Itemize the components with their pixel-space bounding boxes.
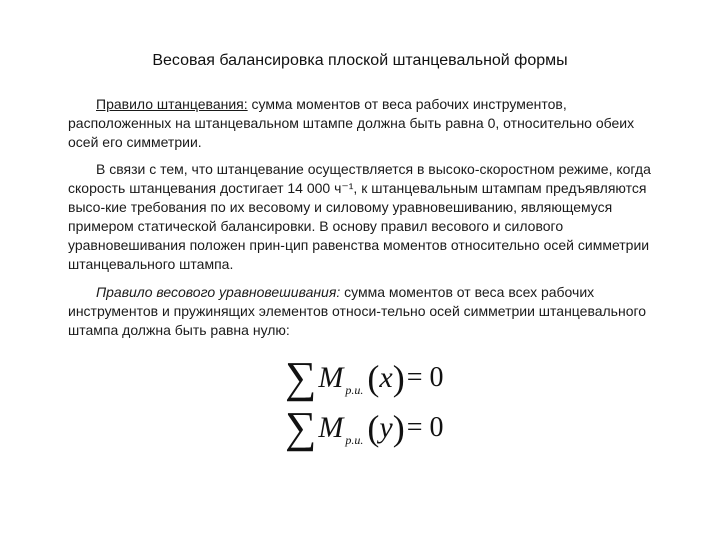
stamping-rule-label: Правило штанцевания: xyxy=(96,96,248,112)
paragraph-weight-balance-rule xyxy=(68,283,668,340)
weight-balance-rule-text: сумма моментов от веса всех рабочих инструментов и пружинящих элементов относи-тельно осей симметрии штанцевального штампа должна быть равна нулю: xyxy=(68,284,647,338)
paragraph-high-speed xyxy=(68,160,668,274)
close-paren: ) xyxy=(392,408,405,448)
sum-symbol: ∑ xyxy=(285,353,317,402)
moment-subscript: р.и. xyxy=(345,432,364,447)
high-speed-text: В связи с тем, что штанцевание осуществляется в высоко-скоростном режиме, когда скорость штанцевания достигает 14 000 ч⁻¹, к штанцевальным штампам предъявляются высо-кие требования по их весовому и силовому уравновешиванию, являющемуся примером статической балансировки. В основу правил весового и силового уравновешивания положен прин-цип равенства моментов относительно осей симметрии штанцевального штампа. xyxy=(68,161,651,272)
moment-symbol: M xyxy=(318,361,344,394)
moment-symbol: M xyxy=(318,411,344,444)
open-paren: ( xyxy=(367,358,380,398)
axis-variable: y xyxy=(379,411,393,444)
paragraph-stamping-rule xyxy=(68,95,668,152)
sum-symbol: ∑ xyxy=(285,403,317,452)
moment-subscript: р.и. xyxy=(345,382,364,397)
weight-balance-rule-label: Правило весового уравновешивания: xyxy=(96,284,341,300)
formula-moment-y xyxy=(285,403,444,452)
formula-moment-x xyxy=(285,353,444,402)
equals-zero: = 0 xyxy=(406,412,444,443)
stamping-rule-text: сумма моментов от веса рабочих инструментов, расположенных на штанцевальном штампе должна быть равна 0, относительно обеих осей его симметрии. xyxy=(68,96,635,150)
equals-zero: = 0 xyxy=(406,362,444,393)
axis-variable: x xyxy=(379,361,393,394)
open-paren: ( xyxy=(367,408,380,448)
slide-title: Весовая балансировка плоской штанцевальной формы xyxy=(152,52,568,69)
close-paren: ) xyxy=(392,358,405,398)
